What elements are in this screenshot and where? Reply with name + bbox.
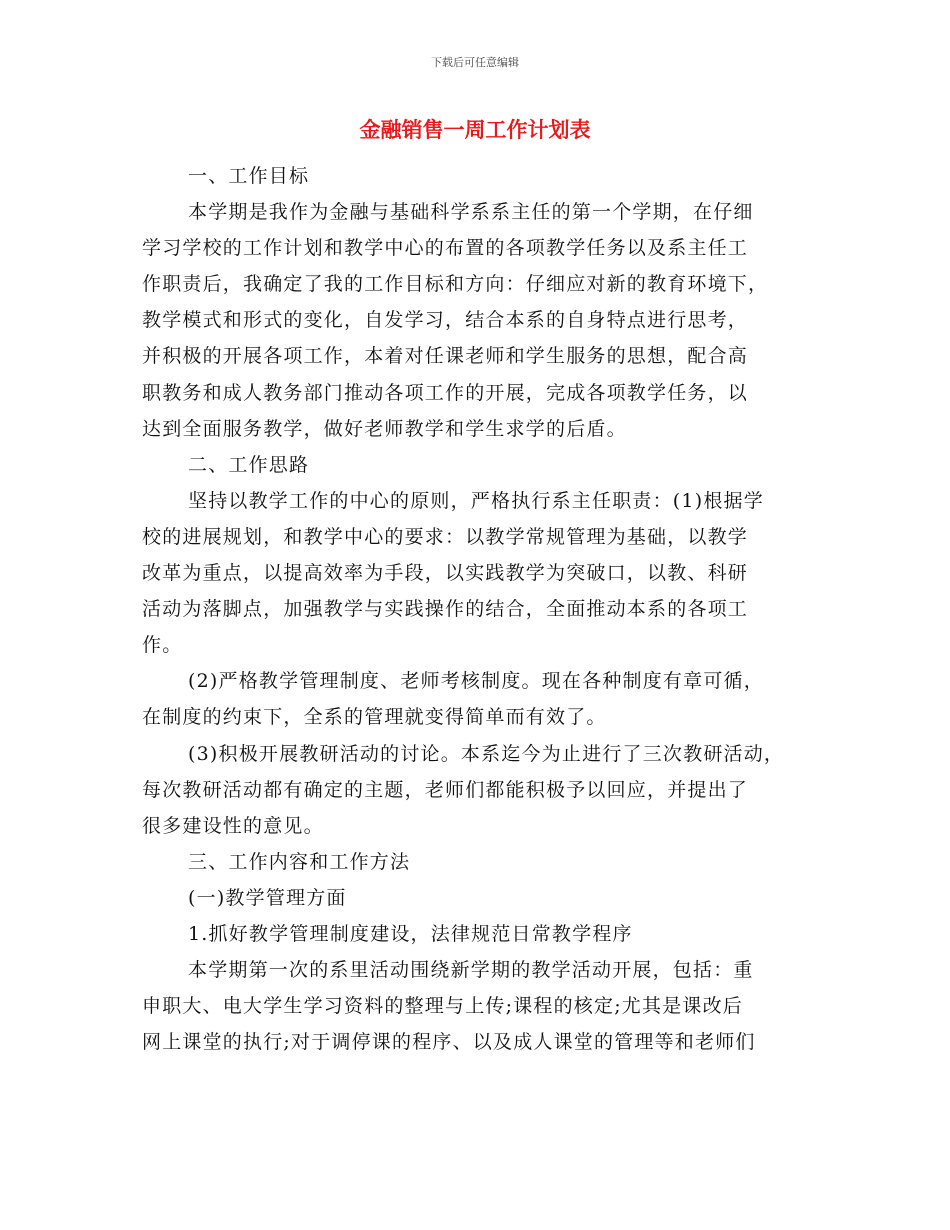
- text-line: 网上课堂的执行;对于调停课的程序、以及成人课堂的管理等和老师们: [142, 1031, 756, 1054]
- text-line: 达到全面服务教学，做好老师教学和学生求学的后盾。: [142, 417, 627, 440]
- text-line: (一)教学管理方面: [188, 886, 347, 909]
- text-line: 本学期第一次的系里活动围绕新学期的教学活动开展，包括：重: [188, 959, 754, 982]
- text-line: 学习学校的工作计划和教学中心的布置的各项教学任务以及系主任工: [142, 237, 749, 260]
- document-body: [142, 158, 812, 1060]
- text-line: 并积极的开展各项工作，本着对任课老师和学生服务的思想，配合高: [142, 345, 749, 368]
- text-line: 坚持以教学工作的中心的原则，严格执行系主任职责：(1)根据学: [188, 489, 764, 512]
- text-line: 二、工作思路: [188, 453, 310, 476]
- page-title: 金融销售一周工作计划表: [359, 118, 591, 142]
- text-line: 教学模式和形式的变化，自发学习，结合本系的自身特点进行思考，: [142, 309, 749, 332]
- text-line: 三、工作内容和工作方法: [188, 850, 411, 873]
- text-line: 一、工作目标: [188, 165, 310, 187]
- text-line: 每次教研活动都有确定的主题，老师们都能积极予以回应，并提出了: [142, 778, 749, 801]
- text-line: 校的进展规划，和教学中心的要求：以教学常规管理为基础，以教学: [142, 525, 749, 548]
- text-line: 在制度的约束下，全系的管理就变得简单而有效了。: [142, 706, 607, 729]
- text-line: 活动为落脚点，加强教学与实践操作的结合，全面推动本系的各项工: [142, 598, 749, 621]
- text-line: 作职责后，我确定了我的工作目标和方向：仔细应对新的教育环境下，: [142, 273, 769, 296]
- text-line: 改革为重点，以提高效率为手段，以实践教学为突破口，以教、科研: [142, 562, 749, 585]
- header-note: 下载后可任意编辑: [431, 56, 519, 69]
- text-line: 作。: [142, 634, 183, 657]
- text-line: 申职大、电大学生学习资料的整理与上传;课程的核定;尤其是课改后: [142, 995, 744, 1018]
- text-line: 职教务和成人教务部门推动各项工作的开展，完成各项教学任务，以: [142, 381, 749, 404]
- text-line: (3)积极开展教研活动的讨论。本系迄今为止进行了三次教研活动，: [188, 742, 785, 765]
- text-line: (2)严格教学管理制度、老师考核制度。现在各种制度有章可循，: [188, 670, 764, 693]
- text-line: 很多建设性的意见。: [142, 814, 324, 837]
- text-line: 本学期是我作为金融与基础科学系系主任的第一个学期，在仔细: [188, 201, 754, 224]
- text-line: 1.抓好教学管理制度建设，法律规范日常教学程序: [188, 922, 633, 945]
